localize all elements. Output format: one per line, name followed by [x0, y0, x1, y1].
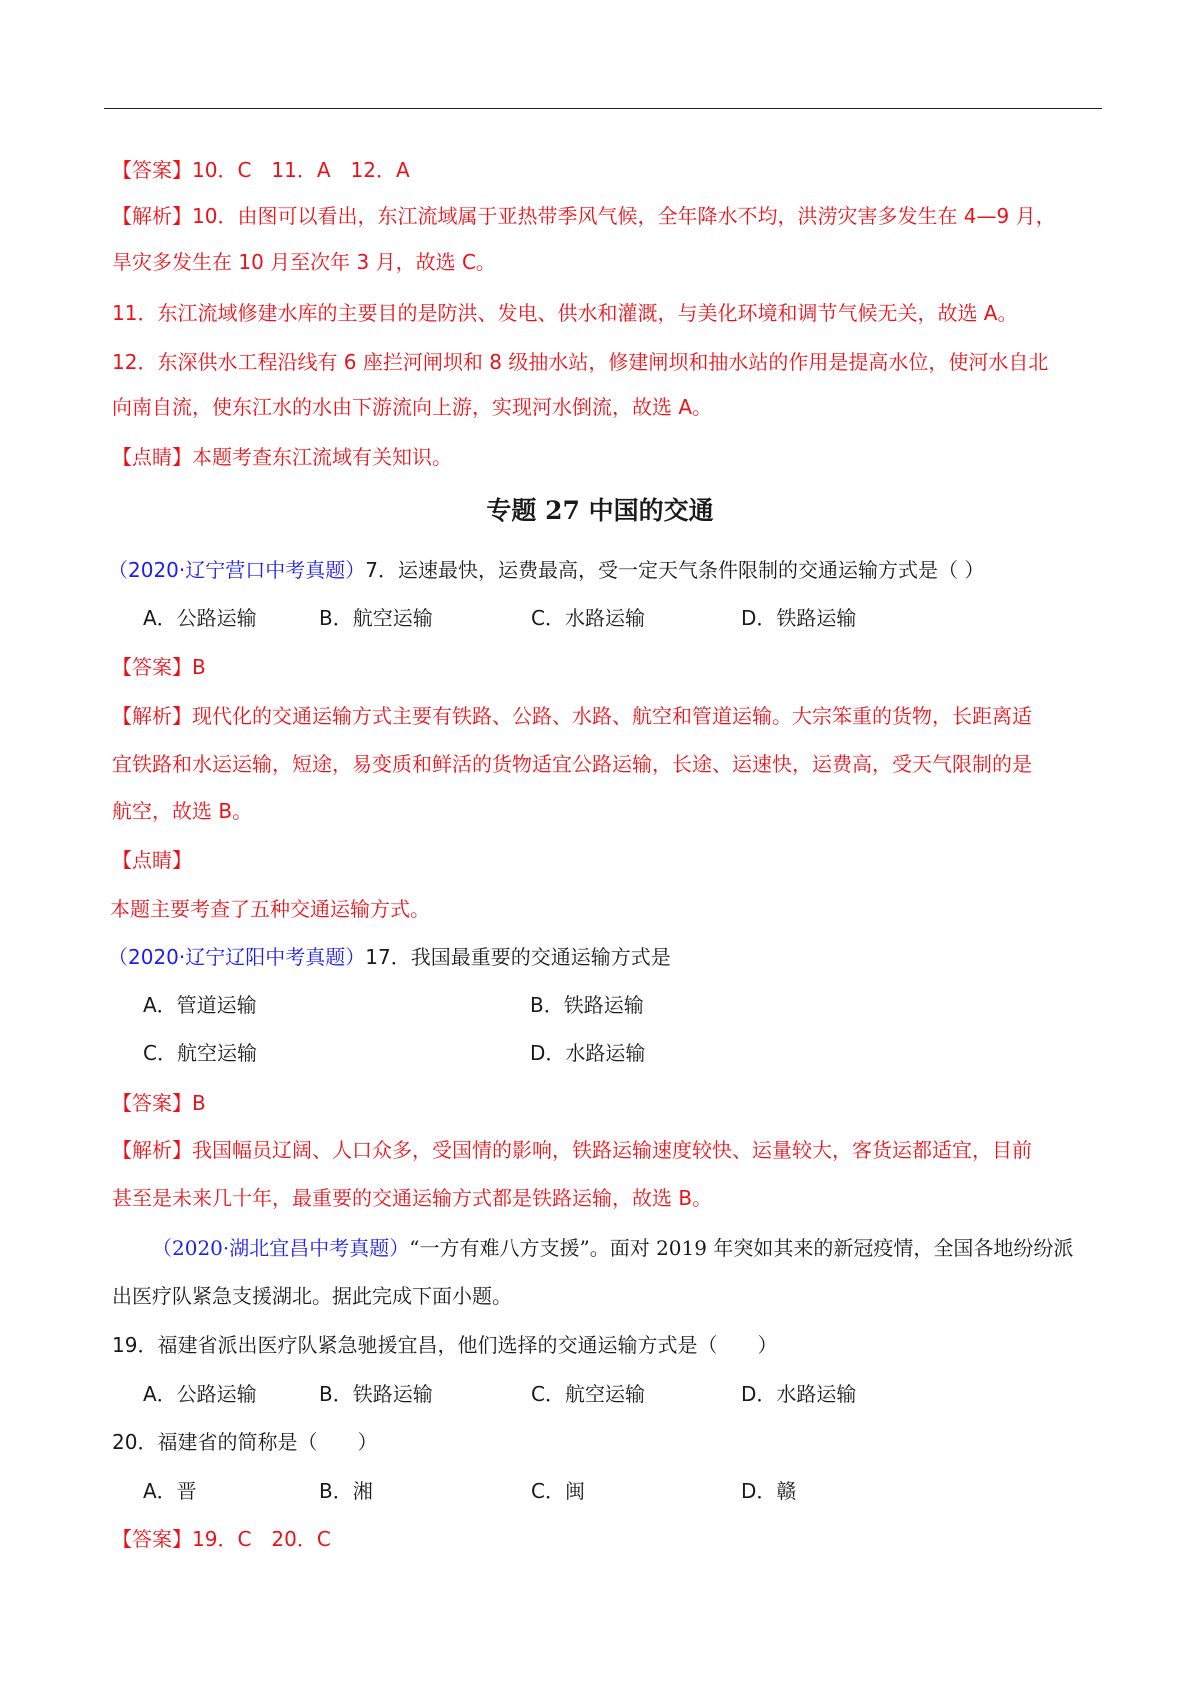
- analysis-11: 11．东江流域修建水库的主要目的是防洪、发电、供水和灌溉，与美化环境和调节气候无关，故选 A。: [112, 301, 1018, 325]
- q17-option-b: B．铁路运输: [530, 993, 644, 1017]
- question-19-20-intro-line2: 出医疗队紧急支援湖北。据此完成下面小题。: [112, 1284, 512, 1308]
- answer-17: 【答案】B: [112, 1091, 206, 1115]
- analysis-10-line1: 【解析】10．由图可以看出，东江流域属于亚热带季风气候，全年降水不均，洪涝灾害多发生在 4—9 月，: [112, 204, 1056, 228]
- analysis-17-line1: 【解析】我国幅员辽阔、人口众多，受国情的影响，铁路运输速度较快、运量较大，客货运都适宜，目前: [112, 1138, 1032, 1162]
- question-19-20-intro-text: “一方有难八方支援”。面对 2019 年突如其来的新冠疫情，全国各地纷纷派: [409, 1236, 1074, 1260]
- question-19-stem: 19．福建省派出医疗队紧急驰援宜昌，他们选择的交通运输方式是（ ）: [112, 1333, 778, 1357]
- question-7: [108, 556, 984, 584]
- header-rule: [104, 108, 1102, 109]
- q17-option-a: A．管道运输: [143, 993, 257, 1017]
- q19-option-d: D．水路运输: [741, 1382, 857, 1406]
- analysis-12-line2: 向南自流，使东江水的水由下游流向上游，实现河水倒流，故选 A。: [112, 395, 713, 419]
- question-7-stem: 7．运速最快，运费最高，受一定天气条件限制的交通运输方式是（ ）: [365, 558, 985, 582]
- answer-19-20: 【答案】19．C 20．C: [112, 1527, 331, 1551]
- analysis-12-line1: 12．东深供水工程沿线有 6 座拦河闸坝和 8 级抽水站，修建闸坝和抽水站的作用是提高水位，使河水自北: [112, 350, 1049, 374]
- q20-option-c: C．闽: [531, 1479, 585, 1503]
- q19-option-c: C．航空运输: [531, 1382, 645, 1406]
- analysis-17-line2: 甚至是未来几十年，最重要的交通运输方式都是铁路运输，故选 B。: [112, 1186, 713, 1210]
- q17-option-c: C．航空运输: [143, 1041, 257, 1065]
- analysis-7-line3: 航空，故选 B。: [112, 799, 253, 823]
- question-19-20-source: （2020·湖北宜昌中考真题）: [152, 1236, 410, 1260]
- question-19-20-intro-line1: [152, 1234, 1073, 1262]
- q19-option-a: A．公路运输: [143, 1382, 257, 1406]
- q19-option-b: B．铁路运输: [319, 1382, 433, 1406]
- comment-block1: 【点睛】本题考查东江流域有关知识。: [112, 445, 452, 469]
- answer-10-12: 【答案】10．C 11．A 12．A: [112, 158, 410, 182]
- q20-option-a: A．晋: [143, 1479, 197, 1503]
- analysis-10-line2: 旱灾多发生在 10 月至次年 3 月，故选 C。: [112, 250, 496, 274]
- answer-7: 【答案】B: [112, 655, 206, 679]
- q7-option-a: A．公路运输: [143, 606, 257, 630]
- question-17: [108, 943, 671, 971]
- q20-option-b: B．湘: [319, 1479, 373, 1503]
- comment-7-text: 本题主要考查了五种交通运输方式。: [110, 897, 430, 921]
- analysis-7-line1: 【解析】现代化的交通运输方式主要有铁路、公路、水路、航空和管道运输。大宗笨重的货物，长距离适: [112, 704, 1032, 728]
- question-17-stem: 17．我国最重要的交通运输方式是: [365, 945, 671, 969]
- q17-option-d: D．水路运输: [530, 1041, 646, 1065]
- comment-7-label: 【点睛】: [112, 848, 192, 872]
- question-17-source: （2020·辽宁辽阳中考真题）: [108, 945, 366, 969]
- section-title: 专题 27 中国的交通: [486, 496, 714, 525]
- q7-option-d: D．铁路运输: [741, 606, 857, 630]
- q7-option-b: B．航空运输: [319, 606, 433, 630]
- q20-option-d: D．赣: [741, 1479, 797, 1503]
- question-7-source: （2020·辽宁营口中考真题）: [108, 558, 366, 582]
- q7-option-c: C．水路运输: [531, 606, 645, 630]
- question-20-stem: 20．福建省的简称是（ ）: [112, 1430, 378, 1454]
- analysis-7-line2: 宜铁路和水运运输，短途，易变质和鲜活的货物适宜公路运输，长途、运速快，运费高，受天气限制的是: [112, 752, 1032, 776]
